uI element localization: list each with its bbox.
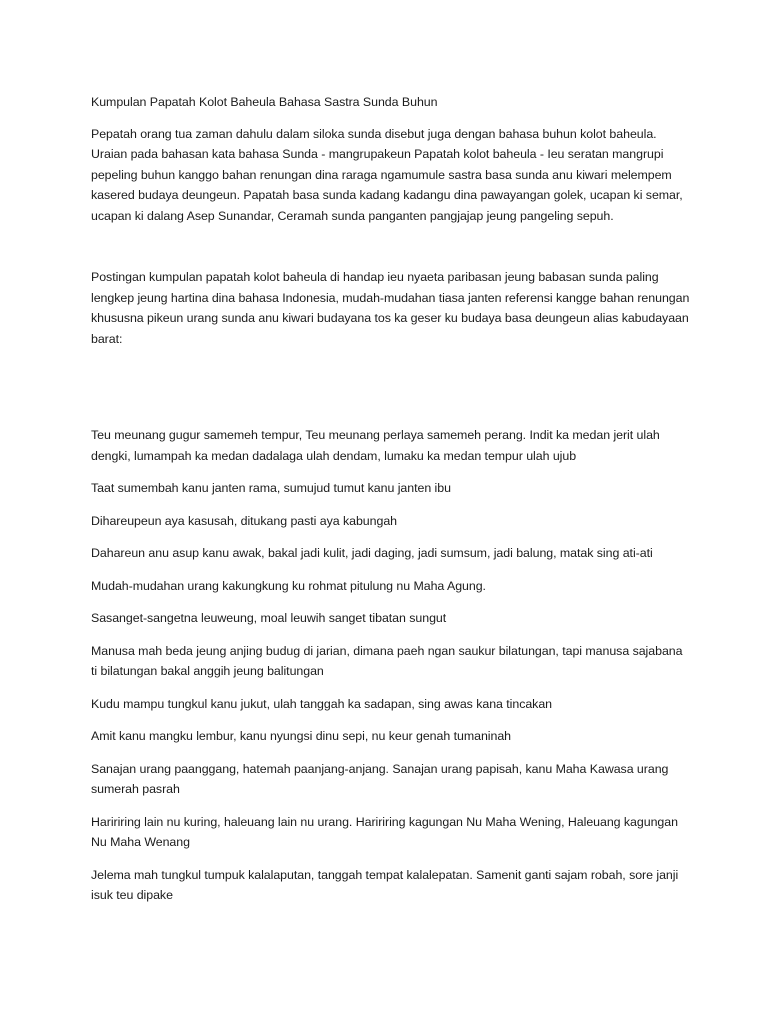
document-title: Kumpulan Papatah Kolot Baheula Bahasa Sastra Sunda Buhun <box>91 95 438 109</box>
document-body <box>91 92 691 918</box>
proverb-paragraph: Dihareupeun aya kasusah, ditukang pasti aya kabungah <box>91 513 398 528</box>
proverb-paragraph: Teu meunang gugur samemeh tempur, Teu meunang perlaya samemeh perang. Indit ka medan jerit ulah dengki, lumampah ka medan dadalaga ulah dendam, lumaku ka medan tempur ulah ujub <box>91 428 660 463</box>
proverb-paragraph: Taat sumembah kanu janten rama, sumujud tumut kanu janten ibu <box>91 481 451 495</box>
proverb-paragraph: Haririring lain nu kuring, haleuang lain nu urang. Haririring kagungan Nu Maha Wening, Haleuang kagungan Nu Maha Wenang <box>91 814 678 849</box>
proverb-paragraph: Dahareun anu asup kanu awak, bakal jadi kulit, jadi daging, jadi sumsum, jadi balung, matak sing ati-ati <box>91 546 653 560</box>
proverb-paragraph: Sanajan urang paanggang, hatemah paanjang-anjang. Sanajan urang papisah, kanu Maha Kawasa urang sumerah pasrah <box>91 761 669 796</box>
proverb-paragraph: Kudu mampu tungkul kanu jukut, ulah tanggah ka sadapan, sing awas kana tincakan <box>91 696 553 711</box>
proverb-paragraph: Mudah-mudahan urang kakungkung ku rohmat pitulung nu Maha Agung. <box>91 578 486 593</box>
intro-paragraph: Postingan kumpulan papatah kolot baheula di handap ieu nyaeta paribasan jeung babasan sunda paling lengkep jeung hartina dina bahasa Indonesia, mudah-mudahan tiasa janten referensi kangge bahan renungan khususna pikeun urang sunda anu kiwari budayana tos ka geser ku budaya basa deungeun alias kabudayaan barat: <box>91 270 690 346</box>
proverb-paragraph: Amit kanu mangku lembur, kanu nyungsi dinu sepi, nu keur genah tumaninah <box>91 729 512 743</box>
proverb-paragraph: Sasanget-sangetna leuweung, moal leuwih sanget tibatan sungut <box>91 611 447 625</box>
intro-paragraph: Pepatah orang tua zaman dahulu dalam siloka sunda disebut juga dengan bahasa buhun kolot baheula. Uraian pada bahasan kata bahasa Sunda - mangrupakeun Papatah kolot baheula - Ieu seratan mangrupi pepeling buhun kanggo bahan renungan dina raraga ngamumule sastra basa sunda anu kiwari melempem kasered budaya deungeun. Papatah basa sunda kadang kadangu dina pawayangan golek, ucapan ki semar, ucapan ki dalang Asep Sunandar, Ceramah sunda panganten pangjajap jeung pangeling sepuh. <box>91 126 683 223</box>
proverb-paragraph: Jelema mah tungkul tumpuk kalalaputan, tanggah tempat kalalepatan. Samenit ganti sajam robah, sore janji isuk teu dipake <box>91 867 679 902</box>
proverb-paragraph: Manusa mah beda jeung anjing budug di jarian, dimana paeh ngan saukur bilatungan, tapi manusa sajabana ti bilatungan bakal anggih jeung balitungan <box>91 643 683 678</box>
